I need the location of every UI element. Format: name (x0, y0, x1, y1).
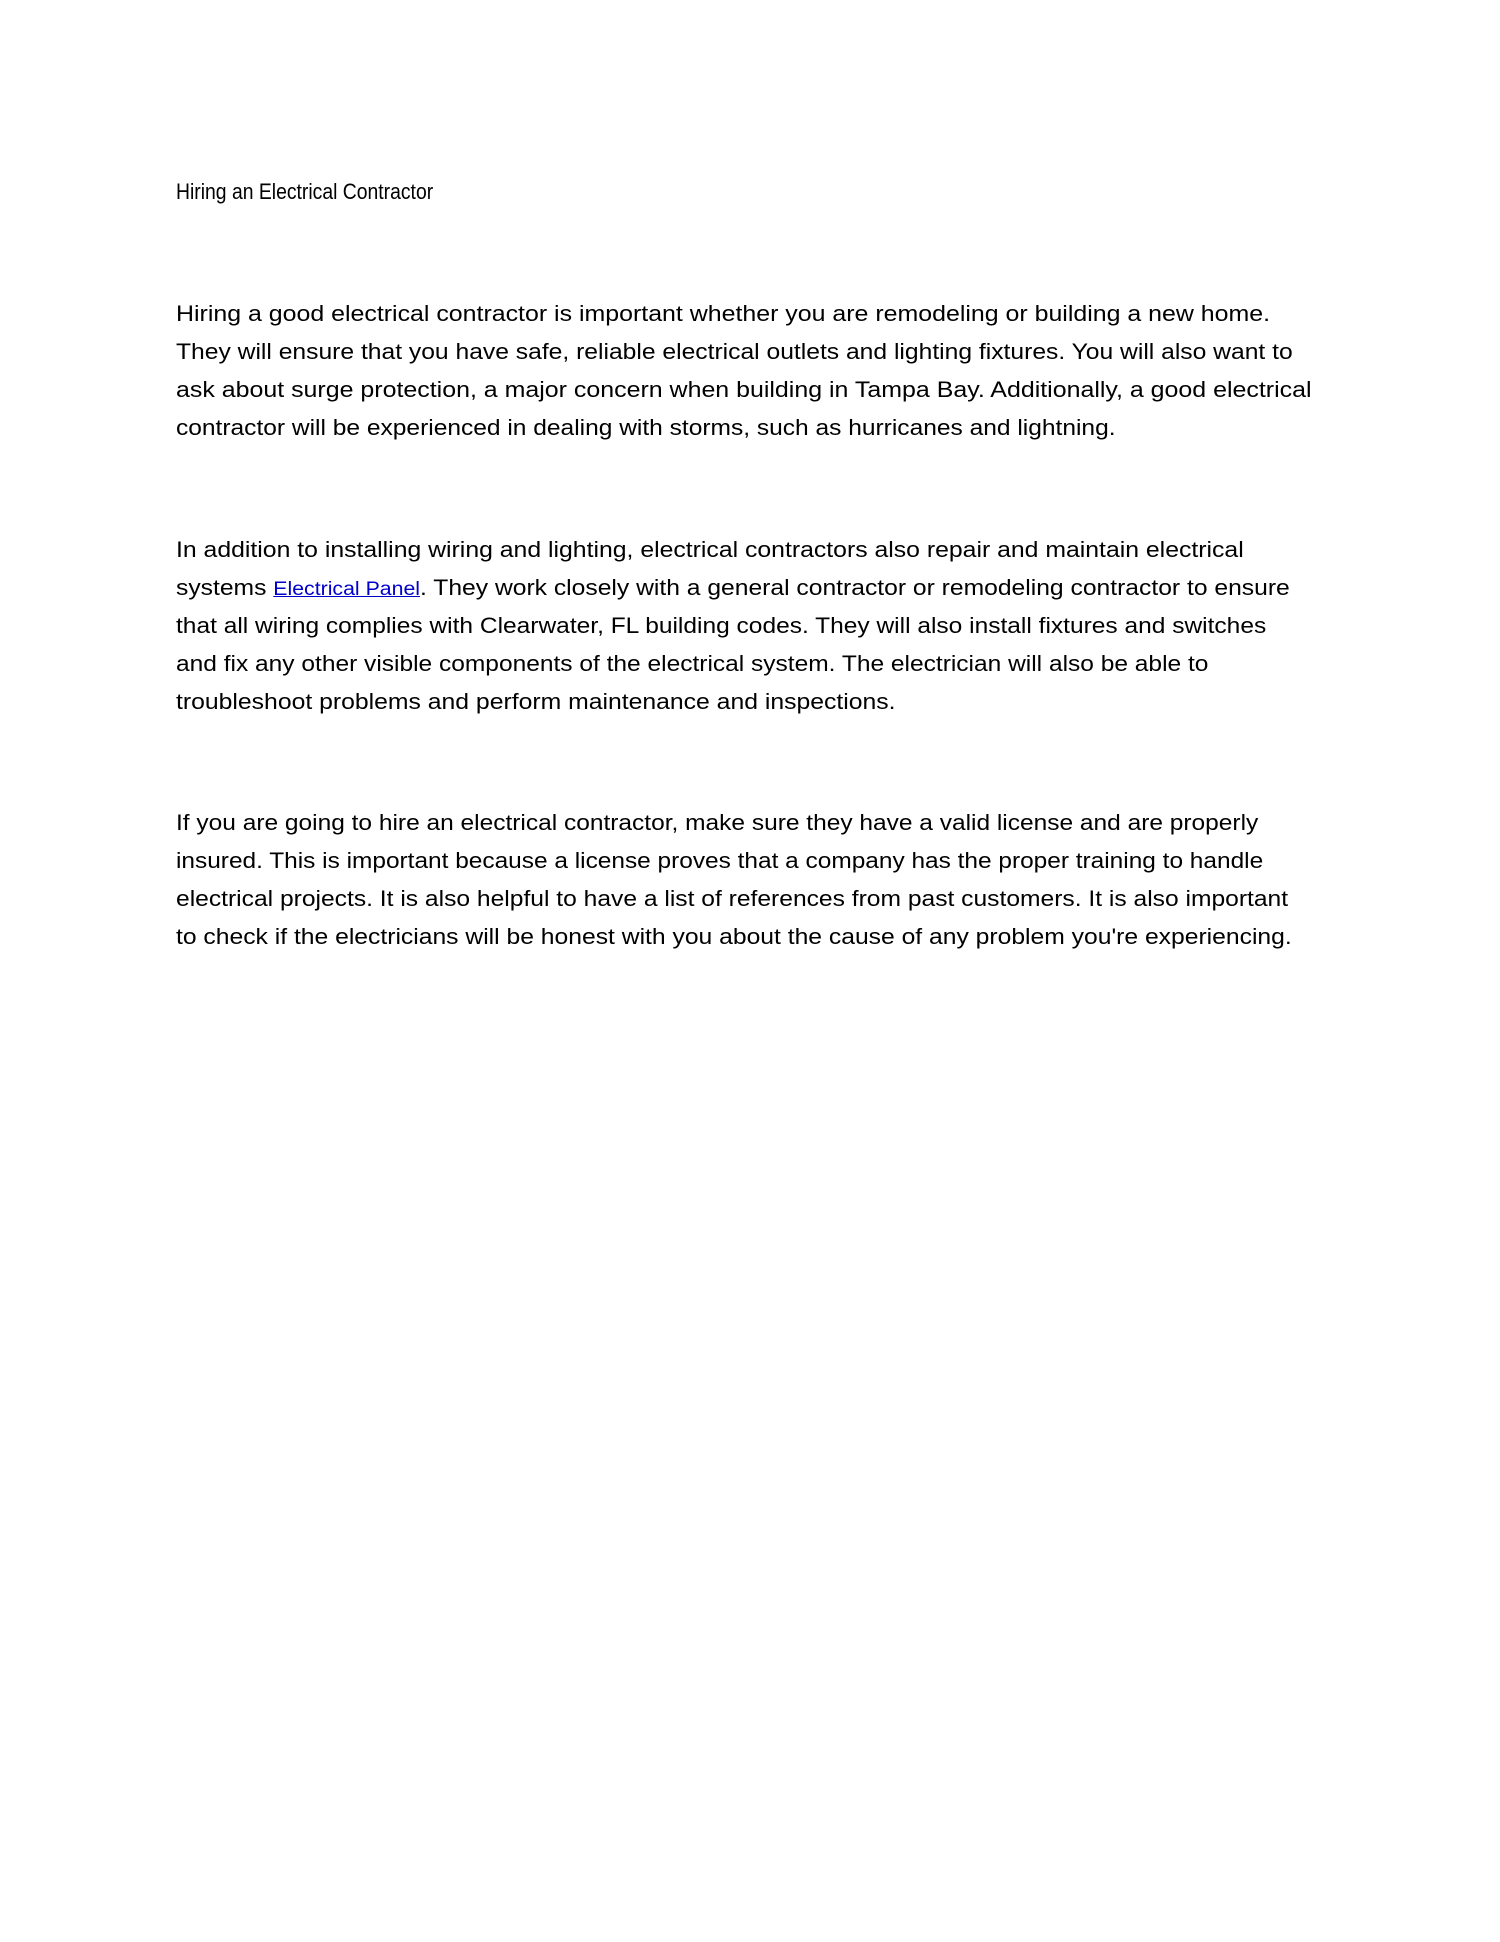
paragraph-line: contractor will be experienced in dealing with storms, such as hurricanes and lightning. (176, 415, 1116, 440)
paragraph-line: They will ensure that you have safe, reliable electrical outlets and lighting fixtures. You will also want to (176, 339, 1293, 364)
paragraph-line: and fix any other visible components of the electrical system. The electrician will also be able to (176, 651, 1209, 676)
link-prefix-text: systems (176, 575, 274, 600)
paragraph-line: to check if the electricians will be honest with you about the cause of any problem you're experiencing. (176, 924, 1292, 949)
link-suffix-text: . They work closely with a general contractor or remodeling contractor to ensure (420, 575, 1290, 600)
electrical-panel-link[interactable]: Electrical Panel (273, 579, 421, 600)
paragraph-line: that all wiring complies with Clearwater, FL building codes. They will also install fixtures and switches (176, 613, 1267, 638)
paragraph-line: ask about surge protection, a major concern when building in Tampa Bay. Additionally, a good electrical (176, 377, 1312, 402)
paragraph-line: Hiring a good electrical contractor is important whether you are remodeling or building a new home. (176, 301, 1271, 326)
paragraph-line: If you are going to hire an electrical contractor, make sure they have a valid license and are properly (176, 810, 1259, 835)
paragraph-line-with-link (176, 569, 1290, 609)
paragraph-line: electrical projects. It is also helpful to have a list of references from past customers. It is also important (176, 886, 1289, 911)
paragraph-line: In addition to installing wiring and lighting, electrical contractors also repair and maintain electrical (176, 537, 1244, 562)
paragraph-line: troubleshoot problems and perform maintenance and inspections. (176, 689, 896, 714)
paragraph-line: insured. This is important because a license proves that a company has the proper training to handle (176, 848, 1264, 873)
document-title: Hiring an Electrical Contractor (176, 179, 434, 204)
